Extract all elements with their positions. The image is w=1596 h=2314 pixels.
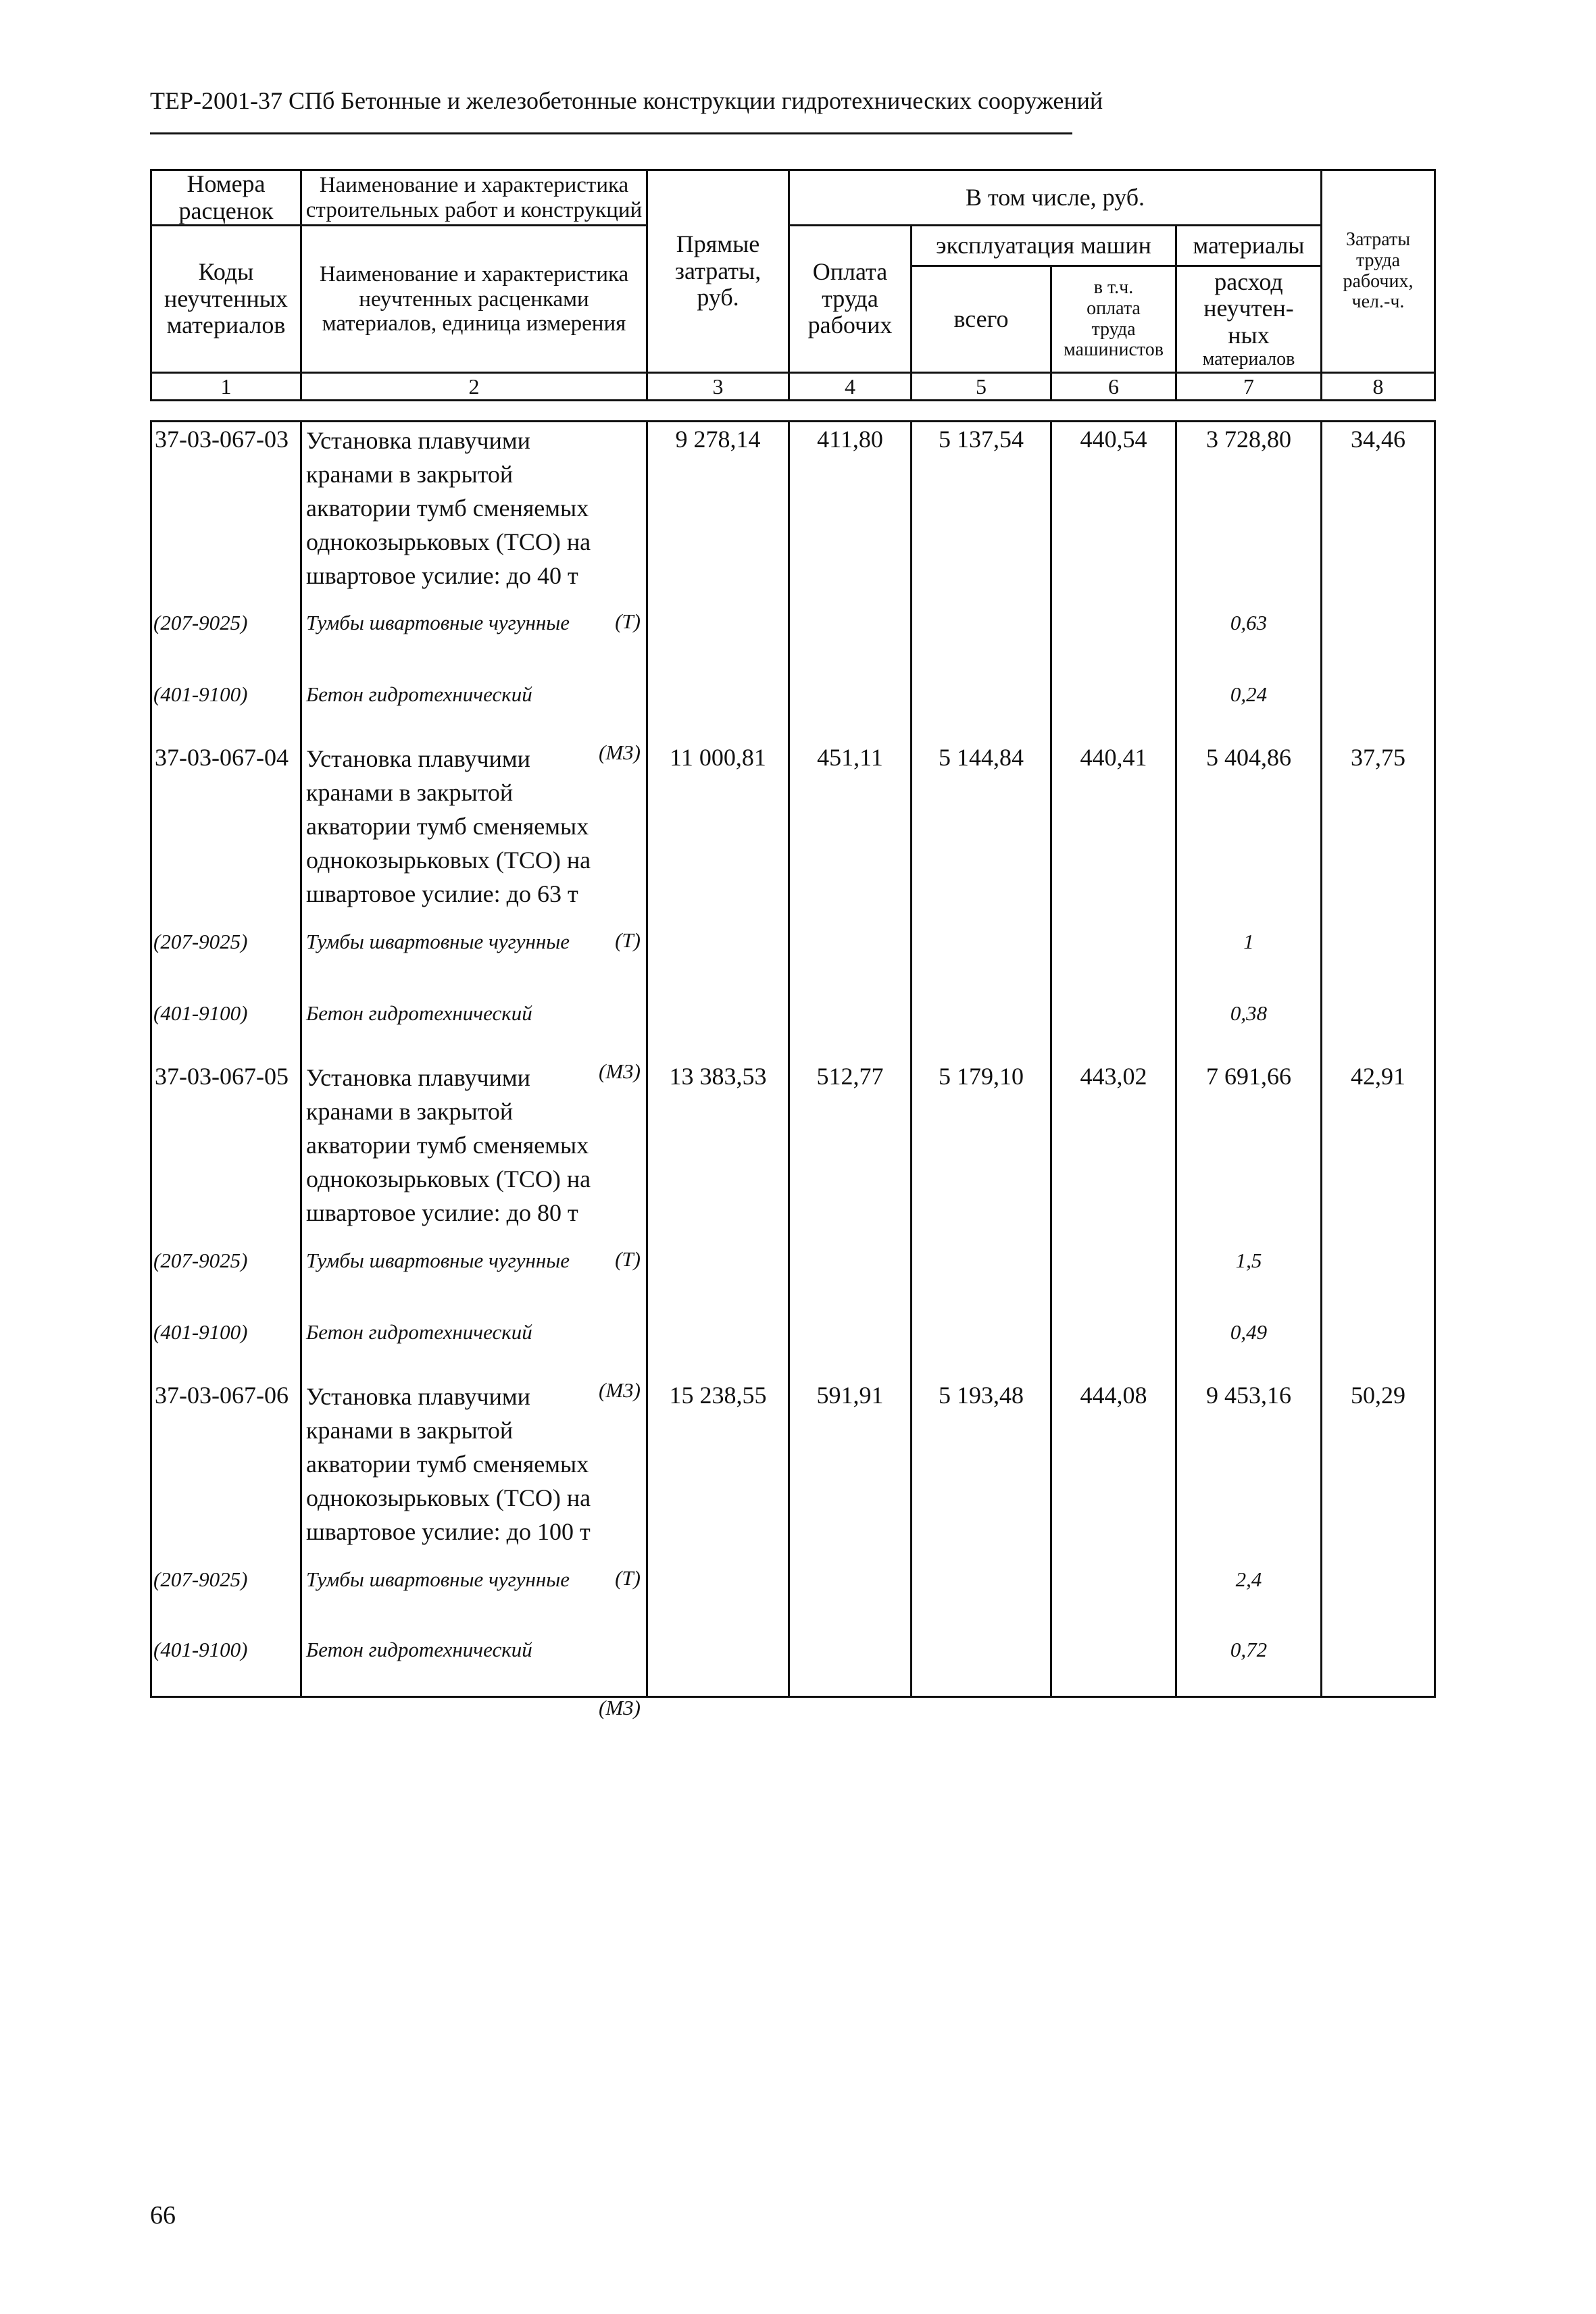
table-row (151, 1378, 1435, 1567)
material-name: Тумбы швартовные чугунные (301, 1567, 647, 1608)
header-material-codes: Коды неучтенных материалов (151, 226, 301, 373)
header-divider (150, 132, 1072, 134)
header-rate-number: Номера расценок (151, 170, 301, 226)
machines-total: 5 144,84 (912, 740, 1051, 930)
material-code: (401-9100) (151, 651, 301, 740)
work-description-line: акватории тумб сменяемых (306, 1131, 589, 1159)
material-unit: (М3) (599, 1059, 641, 1083)
rate-code: 37-03-067-04 (151, 740, 301, 930)
work-description-line: швартовое усилие: до 40 т (306, 562, 578, 589)
work-description-line: акватории тумб сменяемых (306, 495, 589, 522)
material-unit: (М3) (599, 740, 641, 764)
material-name: Бетон гидротехнический (Т) (М3) (301, 970, 647, 1059)
labor-hours: 42,91 (1322, 1059, 1435, 1249)
machines-total: 5 179,10 (912, 1059, 1051, 1249)
material-name: Бетон гидротехнический (Т) (М3) (301, 651, 647, 740)
column-number: 8 (1322, 373, 1435, 401)
work-description-line: однокозырьковых (ТСО) на (306, 1484, 591, 1511)
column-numbers-row (151, 373, 1435, 401)
work-description-line: Установка плавучими (306, 427, 530, 454)
machinist-pay: 444,08 (1051, 1378, 1176, 1567)
material-name: Тумбы швартовные чугунные (301, 611, 647, 651)
column-number: 7 (1176, 373, 1322, 401)
rate-code: 37-03-067-06 (151, 1378, 301, 1567)
material-code: (401-9100) (151, 1608, 301, 1697)
table-header (150, 169, 1436, 401)
material-name: Бетон гидротехнический (Т) (М3) (301, 1289, 647, 1378)
material-row (151, 930, 1435, 970)
work-description-line: однокозырьковых (ТСО) на (306, 1165, 591, 1192)
labor-pay: 512,77 (789, 1059, 912, 1249)
material-code: (401-9100) (151, 1289, 301, 1378)
material-quantity: 1 (1176, 930, 1322, 970)
work-description-line: кранами в закрытой (306, 1097, 514, 1125)
machinist-pay: 440,41 (1051, 740, 1176, 930)
rate-code: 37-03-067-03 (151, 422, 301, 611)
direct-costs: 11 000,81 (647, 740, 789, 930)
material-quantity: 0,49 (1176, 1289, 1322, 1378)
materials-cost: 5 404,86 (1176, 740, 1322, 930)
machines-total: 5 193,48 (912, 1378, 1051, 1567)
labor-pay: 411,80 (789, 422, 912, 611)
material-code: (207-9025) (151, 1249, 301, 1289)
work-description (301, 1378, 647, 1567)
labor-hours: 50,29 (1322, 1378, 1435, 1567)
table-row (151, 422, 1435, 611)
work-description-line: Установка плавучими (306, 745, 530, 772)
labor-hours: 37,75 (1322, 740, 1435, 930)
materials-cost: 9 453,16 (1176, 1378, 1322, 1567)
material-row (151, 611, 1435, 651)
material-quantity: 1,5 (1176, 1249, 1322, 1289)
work-description-line: однокозырьковых (ТСО) на (306, 846, 591, 874)
material-unit: (Т) (615, 1565, 641, 1590)
material-code: (207-9025) (151, 1567, 301, 1608)
material-quantity: 0,63 (1176, 611, 1322, 651)
rate-code: 37-03-067-05 (151, 1059, 301, 1249)
column-number: 2 (301, 373, 647, 401)
page-title: ТЕР-2001-37 СПб Бетонные и железобетонные конструкции гидротехнических сооружений (150, 87, 1103, 114)
machinist-pay: 443,02 (1051, 1059, 1176, 1249)
work-description-line: акватории тумб сменяемых (306, 812, 589, 840)
material-unit: (М3) (599, 1378, 641, 1402)
header-materials-group: материалы (1176, 226, 1322, 266)
header-unaccounted-materials: расход неучтен- ных материалов (1176, 266, 1322, 373)
header-including-group: В том числе, руб. (789, 170, 1322, 226)
material-row (151, 1289, 1435, 1378)
material-name: Тумбы швартовные чугунные (301, 1249, 647, 1289)
work-description (301, 1059, 647, 1249)
material-quantity: 2,4 (1176, 1567, 1322, 1608)
header-machinist-pay: в т.ч. оплата труда машинистов (1051, 266, 1176, 373)
material-unit: (Т) (615, 1247, 641, 1271)
work-description-line: швартовое усилие: до 80 т (306, 1199, 578, 1226)
material-code: (207-9025) (151, 930, 301, 970)
material-quantity: 0,24 (1176, 651, 1322, 740)
machines-total: 5 137,54 (912, 422, 1051, 611)
labor-pay: 591,91 (789, 1378, 912, 1567)
column-number: 4 (789, 373, 912, 401)
labor-pay: 451,11 (789, 740, 912, 930)
header-labor-hours: Затраты труда рабочих, чел.-ч. (1322, 170, 1435, 373)
work-description-line: швартовое усилие: до 63 т (306, 880, 578, 907)
direct-costs: 13 383,53 (647, 1059, 789, 1249)
material-row (151, 1567, 1435, 1608)
work-description (301, 740, 647, 930)
work-description-line: Установка плавучими (306, 1382, 530, 1410)
material-code: (401-9100) (151, 970, 301, 1059)
machinist-pay: 440,54 (1051, 422, 1176, 611)
header-machines-total: всего (912, 266, 1051, 373)
table-row (151, 740, 1435, 930)
material-quantity: 0,72 (1176, 1608, 1322, 1697)
work-description-line: кранами в закрытой (306, 461, 514, 488)
material-unit: (М3) (599, 1696, 641, 1719)
labor-hours: 34,46 (1322, 422, 1435, 611)
material-row (151, 970, 1435, 1059)
material-name: Бетон гидротехнический (Т) (М3) (301, 1608, 647, 1697)
column-number: 6 (1051, 373, 1176, 401)
materials-cost: 3 728,80 (1176, 422, 1322, 611)
page-number: 66 (150, 2201, 176, 2230)
rates-table (150, 420, 1436, 1719)
header-work-name: Наименование и характеристика строительных работ и конструкций (301, 170, 647, 226)
material-row (151, 1249, 1435, 1289)
work-description-line: однокозырьковых (ТСО) на (306, 528, 591, 555)
column-number: 5 (912, 373, 1051, 401)
header-machines-group: эксплуатация машин (912, 226, 1176, 266)
material-name: Тумбы швартовные чугунные (301, 930, 647, 970)
material-row (151, 651, 1435, 740)
materials-cost: 7 691,66 (1176, 1059, 1322, 1249)
work-description-line: акватории тумб сменяемых (306, 1450, 589, 1478)
work-description-line: швартовое усилие: до 100 т (306, 1517, 591, 1545)
header-labor-pay: Оплата труда рабочих (789, 226, 912, 373)
direct-costs: 15 238,55 (647, 1378, 789, 1567)
material-code: (207-9025) (151, 611, 301, 651)
table-row (151, 1059, 1435, 1249)
material-unit: (Т) (615, 928, 641, 952)
column-number: 3 (647, 373, 789, 401)
column-number: 1 (151, 373, 301, 401)
header-direct-costs: Прямые затраты, руб. (647, 170, 789, 373)
work-description (301, 422, 647, 611)
material-unit: (Т) (615, 609, 641, 633)
work-description-line: кранами в закрытой (306, 778, 514, 806)
direct-costs: 9 278,14 (647, 422, 789, 611)
material-quantity: 0,38 (1176, 970, 1322, 1059)
work-description-line: Установка плавучими (306, 1063, 530, 1091)
material-row (151, 1608, 1435, 1697)
header-material-names: Наименование и характеристика неучтенных расценками материалов, единица измерения (301, 226, 647, 373)
work-description-line: кранами в закрытой (306, 1416, 514, 1444)
